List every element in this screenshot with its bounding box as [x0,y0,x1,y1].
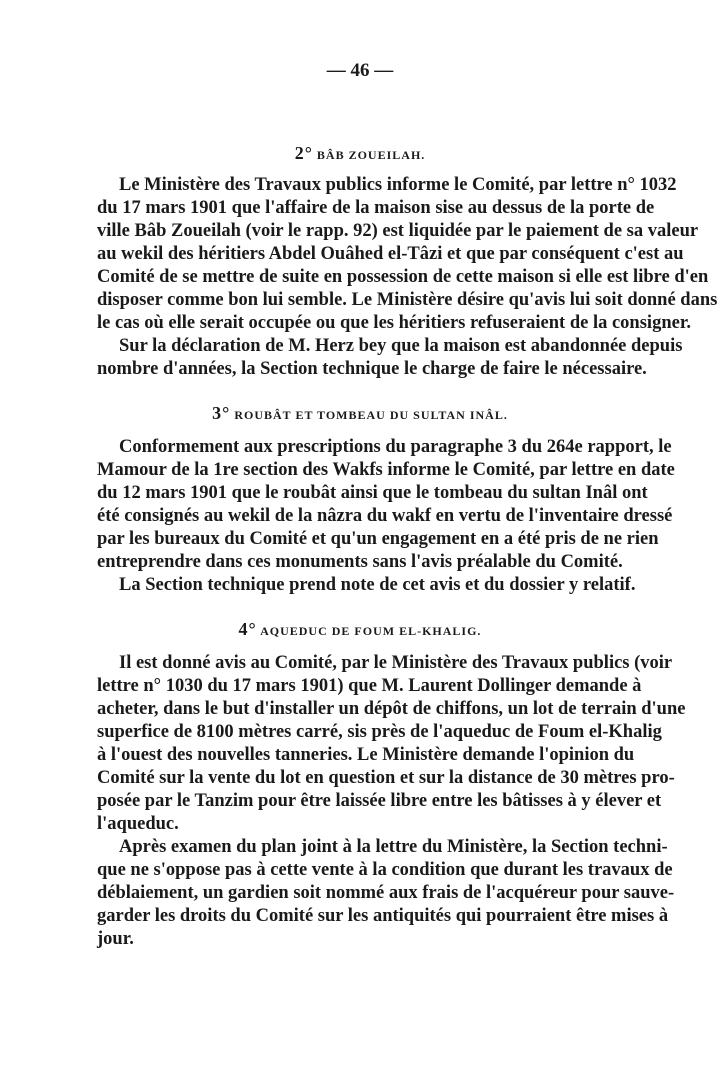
section-title: AQUEDUC DE FOUM EL-KHALIG. [260,624,482,638]
text-line: Le Ministère des Travaux publics informe le Comité, par lettre n° 1032 [119,175,677,195]
text-line: Après examen du plan joint à la lettre du Ministère, la Section techni- [119,837,668,857]
text-line: été consignés au wekil de la nâzra du wakf en vertu de l'inventaire dressé [97,506,673,526]
text-line: le cas où elle serait occupée ou que les héritiers refuseraient de la consigner. [97,313,691,333]
text-line: garder les droits du Comité sur les antiquités qui pourraient être mises à [97,906,669,926]
section-number: 4° [238,619,257,639]
text-line: acheter, dans le but d'installer un dépôt de chiffons, un lot de terrain d'une [97,699,686,719]
section-title: ROUBÂT ET TOMBEAU DU SULTAN INÂL. [234,408,508,422]
text-line: disposer comme bon lui semble. Le Ministère désire qu'avis lui soit donné dans [97,290,718,310]
page-number: — 46 — [326,60,394,81]
text-line: du 17 mars 1901 que l'affaire de la maison sise au dessus de la porte de [97,198,655,218]
text-line: entreprendre dans ces monuments sans l'avis préalable du Comité. [97,552,623,572]
text-line: l'aqueduc. [97,814,179,834]
text-line: déblaiement, un gardien soit nommé aux frais de l'acquéreur pour sauve- [97,883,675,903]
text-line: ville Bâb Zoueilah (voir le rapp. 92) est liquidée par le paiement de sa valeur [97,221,699,241]
text-line: superfice de 8100 mètres carré, sis près de l'aqueduc de Foum el-Khalig [97,722,662,742]
section-heading-roubat-inal [0,403,720,424]
section-heading-aqueduc-foum-el-khalig [0,619,720,640]
text-line: à l'ouest des nouvelles tanneries. Le Ministère demande l'opinion du [97,745,635,765]
text-line: lettre n° 1030 du 17 mars 1901) que M. Laurent Dollinger demande à [97,676,642,696]
section-title: BÂB ZOUEILAH. [316,148,426,162]
text-line: Comité de se mettre de suite en possession de cette maison si elle est libre d'en [97,267,709,287]
text-line: jour. [97,929,134,949]
text-line: Comité sur la vente du lot en question et sur la distance de 30 mètres pro- [97,768,675,788]
text-line: Sur la déclaration de M. Herz bey que la maison est abandonnée depuis [119,336,683,356]
text-line: Mamour de la 1re section des Wakfs informe le Comité, par lettre en date [97,460,675,480]
text-line: par les bureaux du Comité et qu'un engagement en a été pris de ne rien [97,529,659,549]
section-number: 2° [294,143,313,163]
section-number: 3° [212,403,231,423]
text-line: au wekil des héritiers Abdel Ouâhed el-Tâzi et que par conséquent c'est au [97,244,684,264]
text-line: posée par le Tanzim pour être laissée libre entre les bâtisses à y élever et [97,791,662,811]
section-body-aqueduc-foum-el-khalig [97,652,686,951]
text-line: du 12 mars 1901 que le roubât ainsi que le tombeau du sultan Inâl ont [97,483,648,503]
text-line: que ne s'oppose pas à cette vente à la condition que durant les travaux de [97,860,673,880]
text-line: La Section technique prend note de cet avis et du dossier y relatif. [119,575,636,595]
section-body-roubat-inal [97,436,675,597]
section-heading-bab-zoueilah [0,143,720,164]
section-body-bab-zoueilah [97,174,718,381]
text-line: Conformement aux prescriptions du paragraphe 3 du 264e rapport, le [119,437,672,457]
text-line: Il est donné avis au Comité, par le Ministère des Travaux publics (voir [119,653,673,673]
text-line: nombre d'années, la Section technique le charge de faire le nécessaire. [97,359,647,379]
